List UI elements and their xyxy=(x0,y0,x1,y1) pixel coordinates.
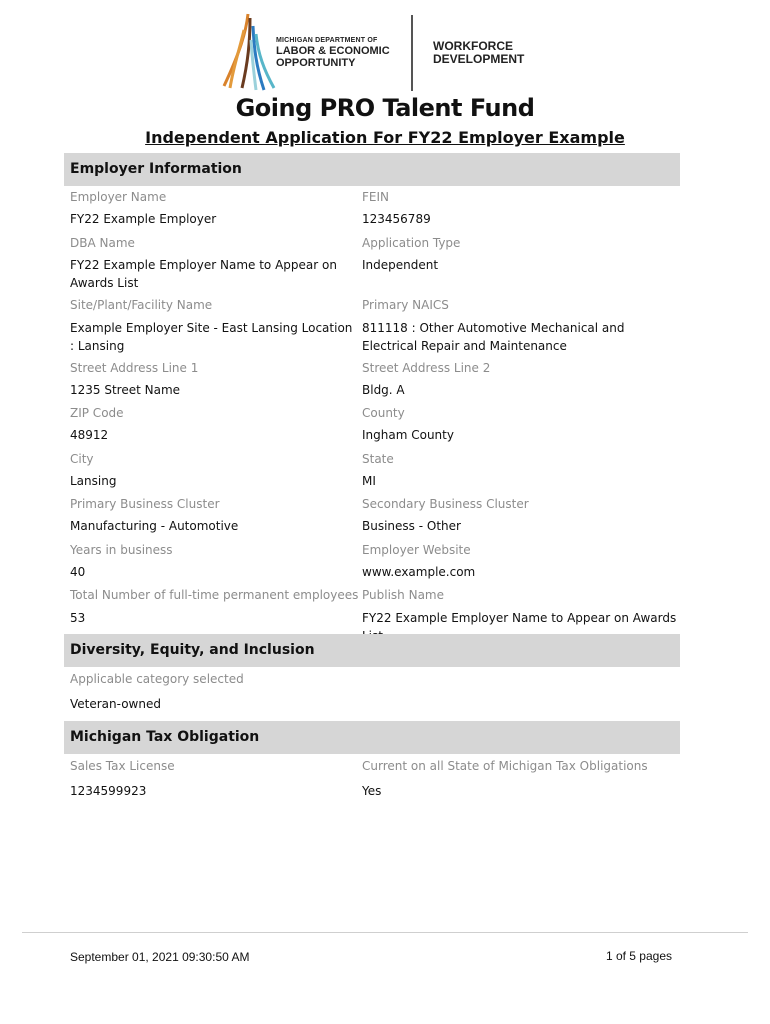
field-value-zip-code: 48912 xyxy=(70,428,109,442)
field-value-primary-naics: 811118 : Other Automotive Mechanical and Electrical Repair and Maintenance xyxy=(362,321,625,353)
field-label-zip-code: ZIP Code xyxy=(70,406,124,420)
field-value-county: Ingham County xyxy=(362,428,454,442)
field-label-application-type: Application Type xyxy=(362,236,461,250)
field-value-current-tax-obligations: Yes xyxy=(362,784,382,798)
field-value-total-employees: 53 xyxy=(70,611,86,625)
field-value-fein: 123456789 xyxy=(362,212,431,226)
field-label-county: County xyxy=(362,406,405,420)
field-label-publish-name: Publish Name xyxy=(362,588,444,602)
footer-timestamp: September 01, 2021 09:30:50 AM xyxy=(70,950,250,964)
field-label-street-address-1: Street Address Line 1 xyxy=(70,361,199,375)
section-title: Michigan Tax Obligation xyxy=(70,729,260,745)
field-value-primary-business-cluster: Manufacturing - Automotive xyxy=(70,519,239,533)
field-label-employer-name: Employer Name xyxy=(70,190,167,204)
document-title: Going PRO Talent Fund xyxy=(235,94,535,122)
section-header-employer-information xyxy=(64,153,680,186)
field-value-street-address-1: 1235 Street Name xyxy=(70,383,181,397)
field-value-applicable-category: Veteran-owned xyxy=(70,697,161,711)
field-label-primary-business-cluster: Primary Business Cluster xyxy=(70,497,220,511)
logo-divider xyxy=(411,15,413,91)
field-value-street-address-2: Bldg. A xyxy=(362,383,405,397)
section-header-diversity-equity-inclusion xyxy=(64,634,680,667)
field-label-current-tax-obligations: Current on all State of Michigan Tax Obligations xyxy=(362,759,648,773)
field-value-dba-name: FY22 Example Employer Name to Appear on Awards List xyxy=(70,258,337,290)
field-value-application-type: Independent xyxy=(362,258,439,272)
section-title: Diversity, Equity, and Inclusion xyxy=(70,642,315,658)
org-name-line1: MICHIGAN DEPARTMENT OF xyxy=(276,37,378,44)
footer-page-count: 1 of 5 pages xyxy=(605,949,672,963)
unit-name-line2: DEVELOPMENT xyxy=(433,52,525,66)
section-header-michigan-tax-obligation xyxy=(64,721,680,754)
org-name-line3: OPPORTUNITY xyxy=(276,57,356,69)
field-label-applicable-category: Applicable category selected xyxy=(70,672,244,686)
field-label-secondary-business-cluster: Secondary Business Cluster xyxy=(362,497,529,511)
footer-divider xyxy=(22,932,748,933)
field-label-dba-name: DBA Name xyxy=(70,236,135,250)
field-value-city: Lansing xyxy=(70,474,117,488)
field-label-state: State xyxy=(362,452,394,466)
field-value-years-in-business: 40 xyxy=(70,565,86,579)
field-value-state: MI xyxy=(362,474,376,488)
unit-name-line1: WORKFORCE xyxy=(433,39,513,53)
field-label-sales-tax-license: Sales Tax License xyxy=(70,759,175,773)
org-name-line2: LABOR & ECONOMIC xyxy=(276,45,390,57)
field-value-employer-name: FY22 Example Employer xyxy=(70,212,217,226)
field-value-employer-website: www.example.com xyxy=(362,565,476,579)
field-value-sales-tax-license: 1234599923 xyxy=(70,784,147,798)
document-subtitle: Independent Application For FY22 Employer Example xyxy=(145,128,625,147)
field-label-street-address-2: Street Address Line 2 xyxy=(362,361,491,375)
field-value-secondary-business-cluster: Business - Other xyxy=(362,519,461,533)
field-label-total-employees: Total Number of full-time permanent employees xyxy=(70,588,359,602)
section-title: Employer Information xyxy=(70,161,242,177)
field-label-employer-website: Employer Website xyxy=(362,543,471,557)
field-value-publish-name: FY22 Example Employer Name to Appear on Awards xyxy=(362,611,677,625)
field-label-primary-naics: Primary NAICS xyxy=(362,298,449,312)
field-value-site-name: Example Employer Site - East Lansing Location : Lansing xyxy=(70,321,353,353)
field-label-years-in-business: Years in business xyxy=(70,543,173,557)
field-label-site-name: Site/Plant/Facility Name xyxy=(70,298,213,312)
field-label-city: City xyxy=(70,452,94,466)
leo-wd-logo xyxy=(220,12,550,94)
leo-logo-mark-icon xyxy=(220,12,280,94)
field-label-fein: FEIN xyxy=(362,190,389,204)
